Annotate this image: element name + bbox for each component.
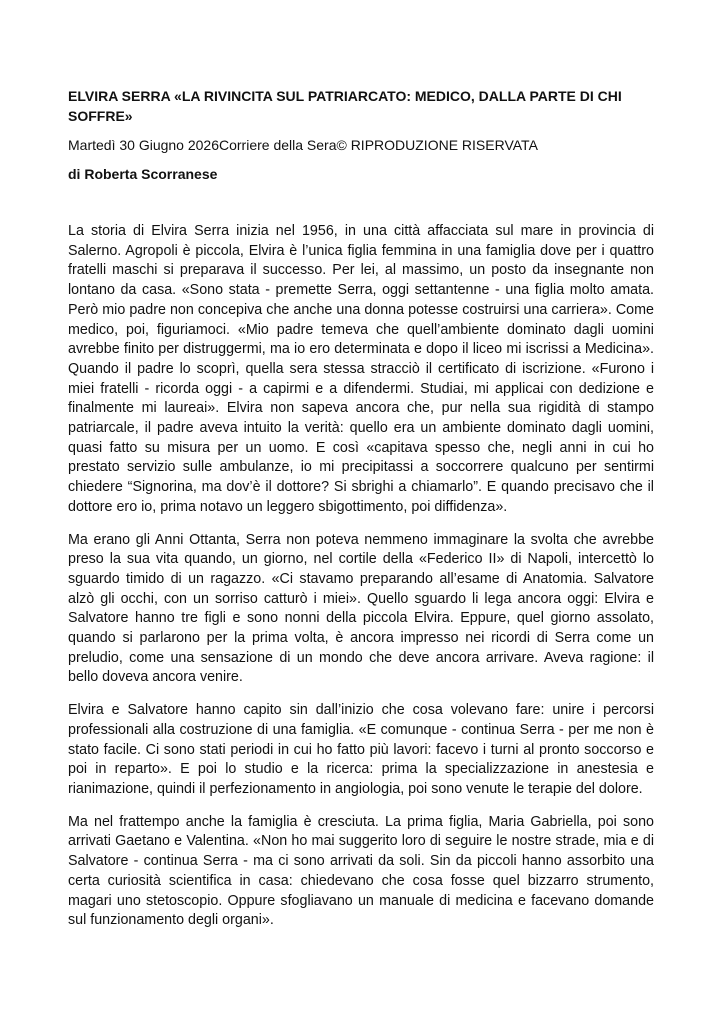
article-paragraph: La storia di Elvira Serra inizia nel 1956, in una città affacciata sul mare in provincia di Salerno. Agropoli è piccola, Elvira è l’unica figlia femmina in una famiglia dove per i quattro fratelli maschi si preparava il successo. Per lei, al massimo, un posto da insegnante non lontano da casa. «Sono stata - premette Serra, oggi settantenne - una figlia molto amata. Però mio padre non concepiva che anche una donna potesse costruirsi una carriera». Come medico, poi, figuriamoci. «Mio padre temeva che quell’ambiente dominato dagli uomini avrebbe finito per distruggermi, ma io ero determinata e dopo il liceo mi iscrissi a Medicina». Quando il padre lo scoprì, quella sera stessa stracciò il certificato di iscrizione. «Furono i miei fratelli - ricorda oggi - a capirmi e a difendermi. Studiai, mi applicai con dedizione e finalmente mi laureai». Elvira non sapeva ancora che, pur nella sua rigidità di stampo patriarcale, il padre aveva intuito la verità: quello era un ambiente dominato dagli uomini, quasi fatto su misura per un uomo. E così «capitava spesso che, negli anni in cui ho prestato servizio sulle ambulanze, io mi precipitassi a soccorrere qualcuno per sentirmi chiedere “Signorina, ma dov’è il dottore? Si sbrighi a chiamarlo”. E quando precisavo che il dottore ero io, prima notavo un leggero sbigottimento, poi diffidenza». bbox=[68, 223, 654, 515]
article-paragraph: Ma erano gli Anni Ottanta, Serra non poteva nemmeno immaginare la svolta che avrebbe preso la sua vita quando, un giorno, nel cortile della «Federico II» di Napoli, intercettò lo sguardo timido di un ragazzo. «Ci stavamo preparando all’esame di Anatomia. Salvatore alzò gli occhi, con un sorriso catturò i miei». Quello sguardo li lega ancora oggi: Elvira e Salvatore hanno tre figli e sono nonni della piccola Elvira. Eppure, quel giorno assolato, quando si parlarono per la prima volta, è ancora impresso nei ricordi di Serra come un preludio, come una sensazione di un mondo che deve ancora arrivare. Aveva ragione: il bello doveva ancora venire. bbox=[68, 531, 654, 686]
article-page bbox=[68, 86, 654, 944]
article-paragraph: Ma nel frattempo anche la famiglia è cresciuta. La prima figlia, Maria Gabriella, poi sono arrivati Gaetano e Valentina. «Non ho mai suggerito loro di seguire le nostre strade, mia e di Salvatore - continua Serra - ma ci sono arrivati da soli. Sin da piccoli hanno assorbito una certa curiosità scientifica in casa: chiedevano che cosa fosse quel bizzarro strumento, magari uno stetoscopio. Oppure sfogliavano un manuale di medicina e facevano domande sul funzionamento degli organi». bbox=[68, 813, 654, 929]
article-meta: Martedì 30 Giugno 2026Corriere della Sera© RIPRODUZIONE RISERVATA bbox=[68, 137, 538, 153]
article-byline: di Roberta Scorranese bbox=[68, 166, 218, 182]
article-title: ELVIRA SERRA «LA RIVINCITA SUL PATRIARCATO: MEDICO, DALLA PARTE DI CHI SOFFRE» bbox=[68, 88, 622, 124]
article-body bbox=[68, 222, 654, 931]
article-paragraph: Elvira e Salvatore hanno capito sin dall’inizio che cosa volevano fare: unire i percorsi professionali alla costruzione di una famiglia. «E comunque - continua Serra - per me non è stato facile. Ci sono stati periodi in cui ho fatto più lavori: facevo i turni al pronto soccorso e poi in reparto». E poi lo studio e la ricerca: prima la specializzazione in anestesia e rianimazione, quindi il perfezionamento in angiologia, poi sono venute le terapie del dolore. bbox=[68, 702, 654, 797]
